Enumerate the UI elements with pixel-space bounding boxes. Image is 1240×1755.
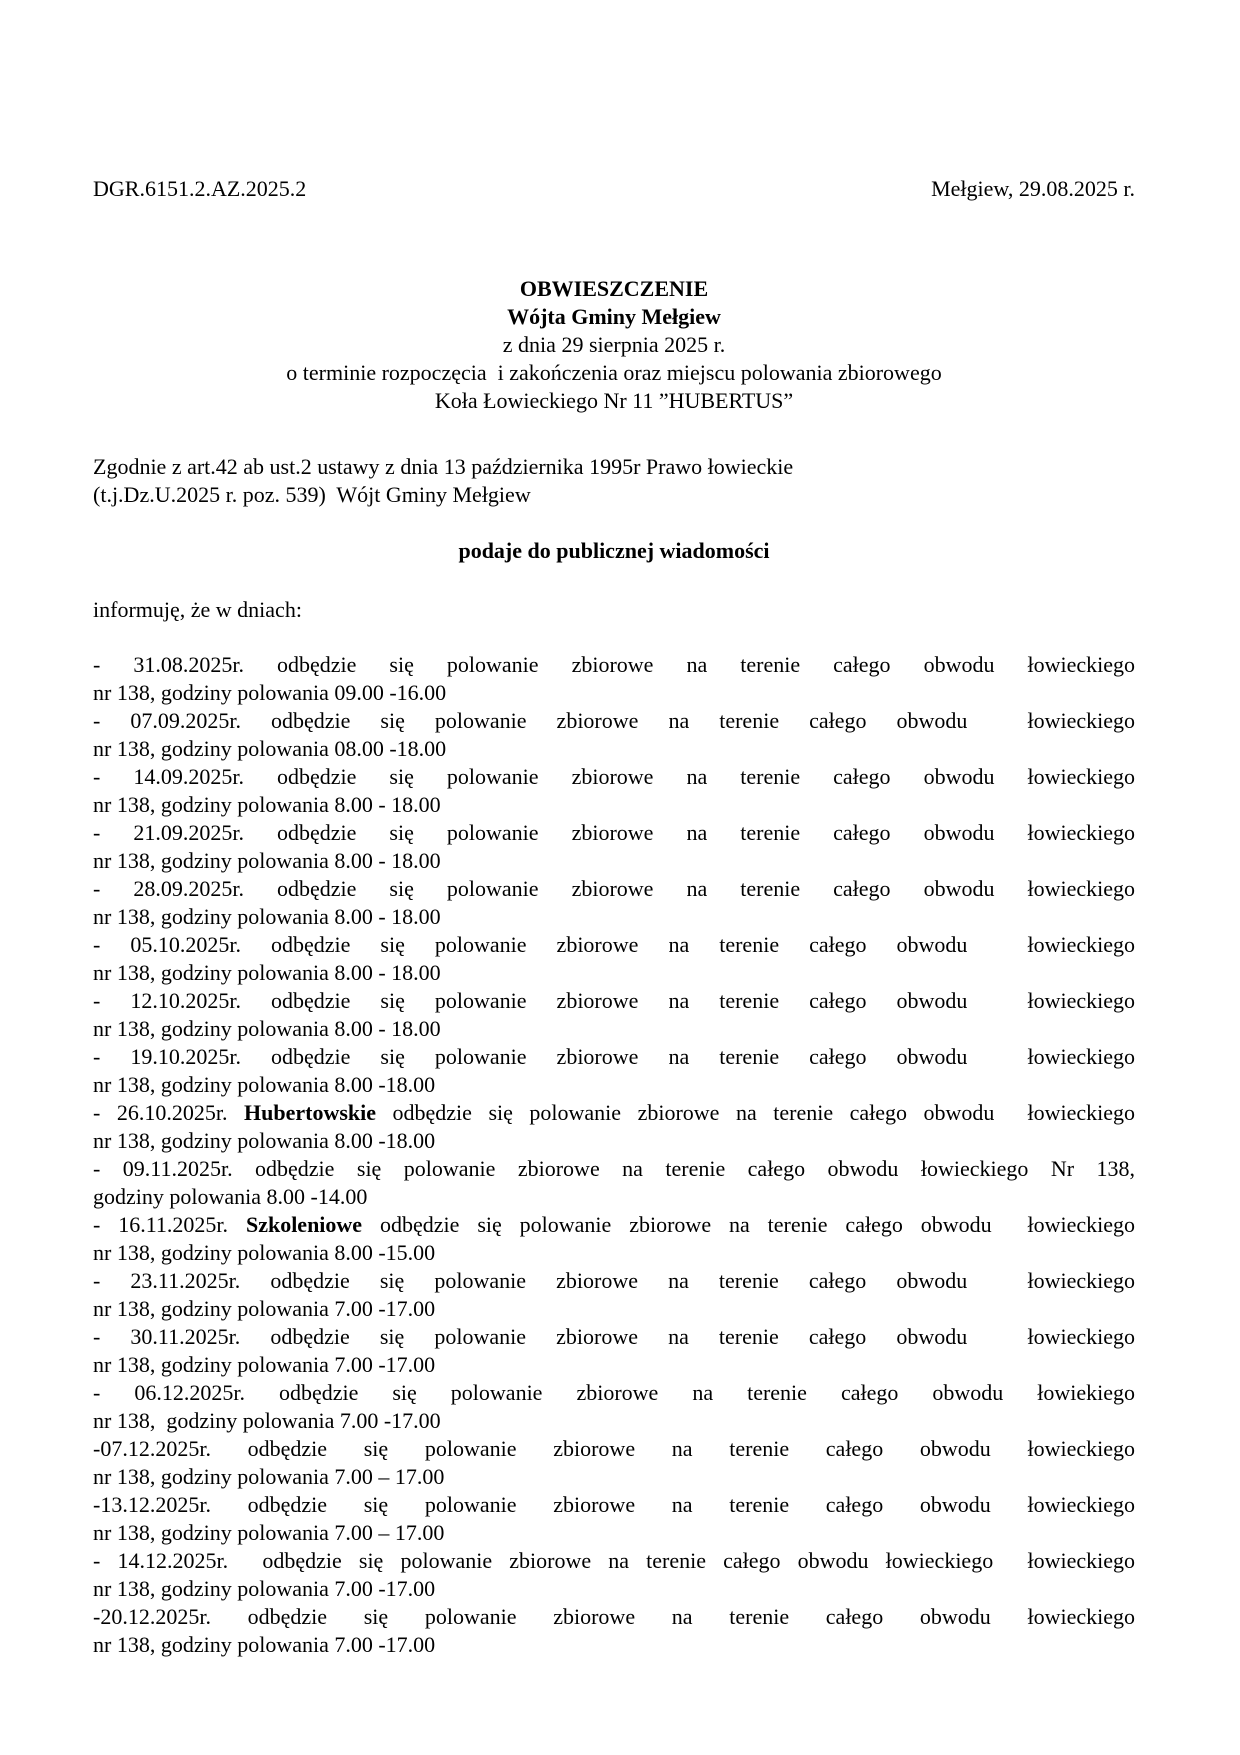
item-line2: nr 138, godziny polowania 8.00 -18.00 xyxy=(93,1128,436,1153)
list-item xyxy=(93,1267,1135,1323)
list-item xyxy=(93,1155,1135,1211)
item-line2: nr 138, godziny polowania 7.00 -17.00 xyxy=(93,1408,441,1433)
intro-line: informuję, że w dniach: xyxy=(93,597,302,622)
item-line1-text: - 30.11.2025r. odbędzie się polowanie zbiorowe na terenie całego obwodu łowieckiego xyxy=(93,1324,1135,1349)
item-line1-text: - 14.12.2025r. odbędzie się polowanie zbiorowe na terenie całego obwodu łowieckiego łowieckiego xyxy=(93,1548,1135,1573)
item-line2: godziny polowania 8.00 -14.00 xyxy=(93,1184,368,1209)
item-line2: nr 138, godziny polowania 8.00 - 18.00 xyxy=(93,960,441,985)
item-line1-rest-text: odbędzie się polowanie zbiorowe na terenie całego obwodu łowieckiego xyxy=(362,1212,1135,1237)
list-item xyxy=(93,1603,1135,1659)
item-line1-text: - 14.09.2025r. odbędzie się polowanie zbiorowe na terenie całego obwodu łowieckiego xyxy=(93,764,1135,789)
list-item xyxy=(93,1211,1135,1267)
list-item xyxy=(93,1435,1135,1491)
item-line1-text: - 19.10.2025r. odbędzie się polowanie zbiorowe na terenie całego obwodu łowieckiego xyxy=(93,1044,1135,1069)
list-item xyxy=(93,819,1135,875)
item-line2: nr 138, godziny polowania 8.00 -18.00 xyxy=(93,1072,436,1097)
announcement-phrase: podaje do publicznej wiadomości xyxy=(458,538,770,563)
doc-title-club: Koła Łowieckiego Nr 11 ”HUBERTUS” xyxy=(434,388,794,413)
item-line2: nr 138, godziny polowania 7.00 – 17.00 xyxy=(93,1464,445,1489)
item-line1 xyxy=(93,1099,1135,1127)
item-line1-text: - 07.09.2025r. odbędzie się polowanie zbiorowe na terenie całego obwodu łowieckiego xyxy=(93,708,1135,733)
item-line2: nr 138, godziny polowania 8.00 - 18.00 xyxy=(93,848,441,873)
item-line1 xyxy=(93,987,1135,1015)
item-line2: nr 138, godziny polowania 8.00 - 18.00 xyxy=(93,792,441,817)
legal-basis-line2: (t.j.Dz.U.2025 r. poz. 539) Wójt Gminy Mełgiew xyxy=(93,482,531,507)
item-line1-text: -20.12.2025r. odbędzie się polowanie zbiorowe na terenie całego obwodu łowieckiego xyxy=(93,1604,1135,1629)
item-line2: nr 138, godziny polowania 7.00 -17.00 xyxy=(93,1352,436,1377)
item-line2: nr 138, godziny polowania 7.00 -17.00 xyxy=(93,1296,436,1321)
list-item xyxy=(93,1043,1135,1099)
item-line1 xyxy=(93,651,1135,679)
item-line1 xyxy=(93,1211,1135,1239)
item-line1 xyxy=(93,1603,1135,1631)
item-line2: nr 138, godziny polowania 08.00 -18.00 xyxy=(93,736,447,761)
list-item xyxy=(93,1323,1135,1379)
item-line1 xyxy=(93,1435,1135,1463)
item-line1-text: -07.12.2025r. odbędzie się polowanie zbiorowe na terenie całego obwodu łowieckiego xyxy=(93,1436,1135,1461)
item-line1 xyxy=(93,763,1135,791)
item-line1 xyxy=(93,1155,1135,1183)
list-item xyxy=(93,875,1135,931)
item-line1-text: - 06.12.2025r. odbędzie się polowanie zbiorowe na terenie całego obwodu łowiekiego xyxy=(93,1380,1135,1405)
item-line1 xyxy=(93,875,1135,903)
title-block xyxy=(93,275,1135,415)
doc-title: OBWIESZCZENIE xyxy=(519,276,709,301)
item-line2: nr 138, godziny polowania 8.00 -15.00 xyxy=(93,1240,436,1265)
item-line1-text: - 05.10.2025r. odbędzie się polowanie zbiorowe na terenie całego obwodu łowieckiego xyxy=(93,932,1135,957)
item-line1 xyxy=(93,707,1135,735)
item-line2: nr 138, godziny polowania 8.00 - 18.00 xyxy=(93,1016,441,1041)
item-line2: nr 138, godziny polowania 7.00 – 17.00 xyxy=(93,1520,445,1545)
item-line1 xyxy=(93,1267,1135,1295)
item-line1-text: - 21.09.2025r. odbędzie się polowanie zbiorowe na terenie całego obwodu łowieckiego xyxy=(93,820,1135,845)
item-line2: nr 138, godziny polowania 8.00 - 18.00 xyxy=(93,904,441,929)
item-line1 xyxy=(93,819,1135,847)
hunt-dates-list xyxy=(93,651,1135,1659)
item-line1-bold-text: Szkoleniowe xyxy=(245,1212,363,1237)
list-item xyxy=(93,1547,1135,1603)
item-line1 xyxy=(93,1491,1135,1519)
list-item xyxy=(93,931,1135,987)
item-line1 xyxy=(93,931,1135,959)
item-line2: nr 138, godziny polowania 7.00 -17.00 xyxy=(93,1632,436,1657)
reference-number: DGR.6151.2.AZ.2025.2 xyxy=(93,176,307,201)
item-line1-rest-text: odbędzie się polowanie zbiorowe na terenie całego obwodu łowieckiego xyxy=(376,1100,1135,1125)
list-item xyxy=(93,1379,1135,1435)
item-line1-bold-text: Hubertowskie xyxy=(244,1100,376,1125)
legal-basis-line1: Zgodnie z art.42 ab ust.2 ustawy z dnia 13 października 1995r Prawo łowieckie xyxy=(93,454,794,479)
item-line1 xyxy=(93,1547,1135,1575)
item-line1-text: -13.12.2025r. odbędzie się polowanie zbiorowe na terenie całego obwodu łowieckiego xyxy=(93,1492,1135,1517)
list-item xyxy=(93,1491,1135,1547)
list-item xyxy=(93,707,1135,763)
item-line1-text: - 23.11.2025r. odbędzie się polowanie zbiorowe na terenie całego obwodu łowieckiego xyxy=(93,1268,1135,1293)
legal-basis xyxy=(93,453,1135,509)
place-and-date: Mełgiew, 29.08.2025 r. xyxy=(931,176,1135,201)
item-line1 xyxy=(93,1043,1135,1071)
item-line1 xyxy=(93,1323,1135,1351)
item-line1-text: - 09.11.2025r. odbędzie się polowanie zbiorowe na terenie całego obwodu łowieckiego Nr 138, xyxy=(93,1156,1135,1181)
list-item xyxy=(93,763,1135,819)
list-item xyxy=(93,651,1135,707)
list-item xyxy=(93,987,1135,1043)
item-line1 xyxy=(93,1379,1135,1407)
item-line1-text: - 12.10.2025r. odbędzie się polowanie zbiorowe na terenie całego obwodu łowieckiego xyxy=(93,988,1135,1013)
document-header xyxy=(93,175,1135,203)
doc-title-subject: o terminie rozpoczęcia i zakończenia oraz miejscu polowania zbiorowego xyxy=(286,360,942,385)
item-line2: nr 138, godziny polowania 7.00 -17.00 xyxy=(93,1576,436,1601)
item-line2: nr 138, godziny polowania 09.00 -16.00 xyxy=(93,680,447,705)
item-line1-text: - 26.10.2025r. xyxy=(93,1100,244,1125)
doc-title-author: Wójta Gminy Mełgiew xyxy=(507,304,721,329)
list-item xyxy=(93,1099,1135,1155)
item-line1-text: - 28.09.2025r. odbędzie się polowanie zbiorowe na terenie całego obwodu łowieckiego xyxy=(93,876,1135,901)
doc-title-date: z dnia 29 sierpnia 2025 r. xyxy=(502,332,726,357)
item-line1-text: - 16.11.2025r. xyxy=(93,1212,246,1237)
item-line1-text: - 31.08.2025r. odbędzie się polowanie zbiorowe na terenie całego obwodu łowieckiego xyxy=(93,652,1135,677)
